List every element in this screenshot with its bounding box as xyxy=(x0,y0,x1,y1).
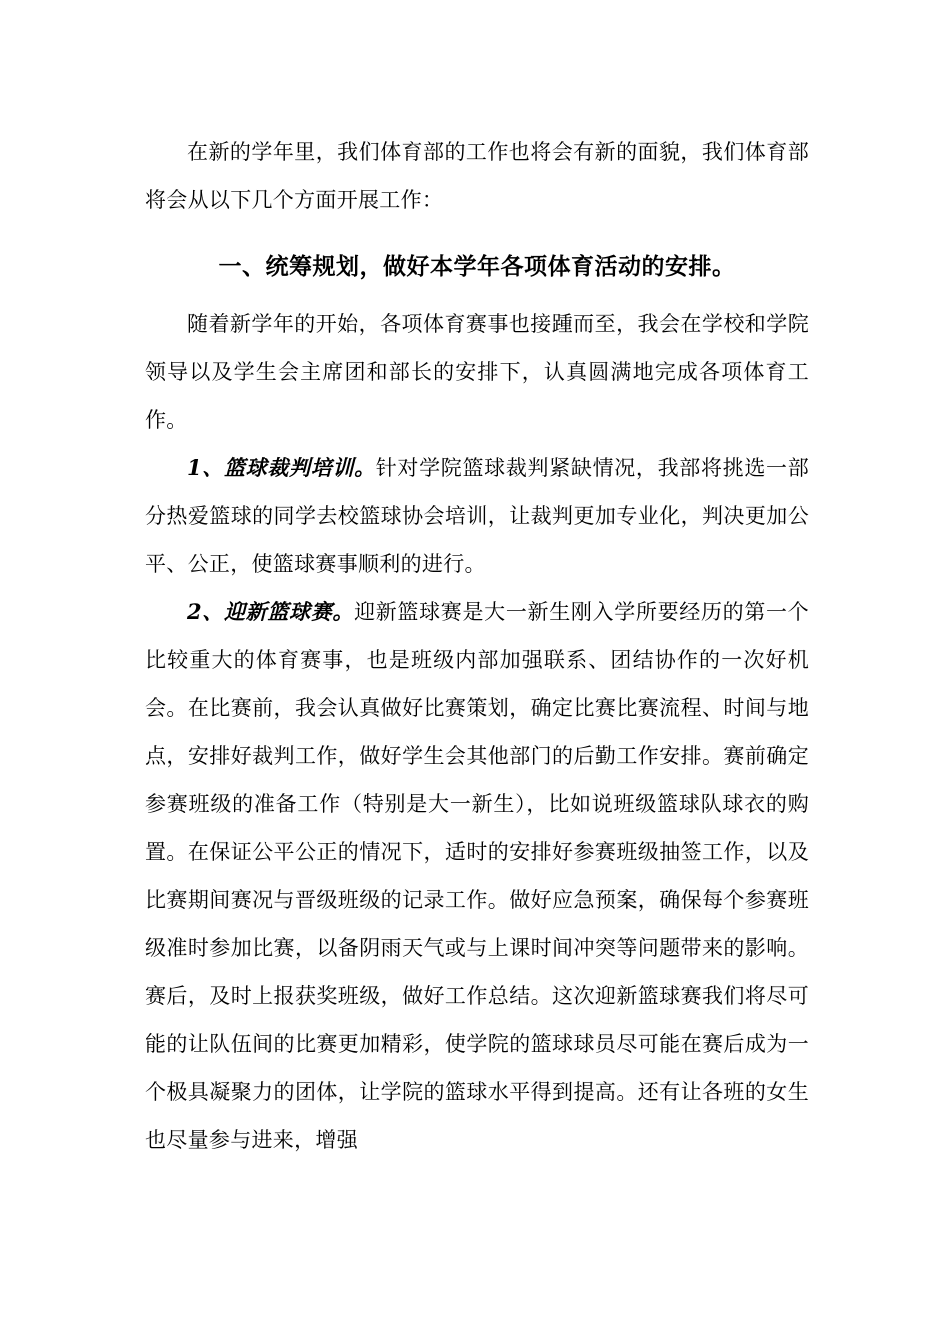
item-paragraph-referee-training xyxy=(145,444,809,588)
item-text: 迎新篮球赛是大一新生刚入学所要经历的第一个比较重大的体育赛事，也是班级内部加强联系、团结协作的一次好机会。在比赛前，我会认真做好比赛策划，确定比赛比赛流程、时间与地点，安排好裁判工作，做好学生会其他部门的后勤工作安排。赛前确定参赛班级的准备工作（特别是大一新生），比如说班级篮球队球衣的购置。在保证公平公正的情况下，适时的安排好参赛班级抽签工作，以及比赛期间赛况与晋级班级的记录工作。做好应急预案，确保每个参赛班级准时参加比赛，以备阴雨天气或与上课时间冲突等问题带来的影响。赛后，及时上报获奖班级，做好工作总结。这次迎新篮球赛我们将尽可能的让队伍间的比赛更加精彩，使学院的篮球球员尽可能在赛后成为一个极具凝聚力的团体，让学院的篮球水平得到提高。还有让各班的女生也尽量参与进来，增强 xyxy=(145,600,809,1152)
item-title: 1、篮球裁判培训。 xyxy=(187,455,376,480)
section-heading: 一、统筹规划，做好本学年各项体育活动的安排。 xyxy=(218,253,736,280)
intro-paragraph: 在新的学年里，我们体育部的工作也将会有新的面貌，我们体育部将会从以下几个方面开展工作： xyxy=(145,140,809,212)
item-text: 针对学院篮球裁判紧缺情况，我部将挑选一部分热爱篮球的同学去校篮球协会培训，让裁判更加专业化，判决更加公平、公正，使篮球赛事顺利的进行。 xyxy=(145,456,810,576)
document-body xyxy=(145,128,809,1164)
section-lead-paragraph: 随着新学年的开始，各项体育赛事也接踵而至，我会在学校和学院领导以及学生会主席团和部长的安排下，认真圆满地完成各项体育工作。 xyxy=(145,312,809,432)
item-title: 2、迎新篮球赛。 xyxy=(187,599,355,624)
item-paragraph-welcome-basketball xyxy=(145,588,809,1164)
